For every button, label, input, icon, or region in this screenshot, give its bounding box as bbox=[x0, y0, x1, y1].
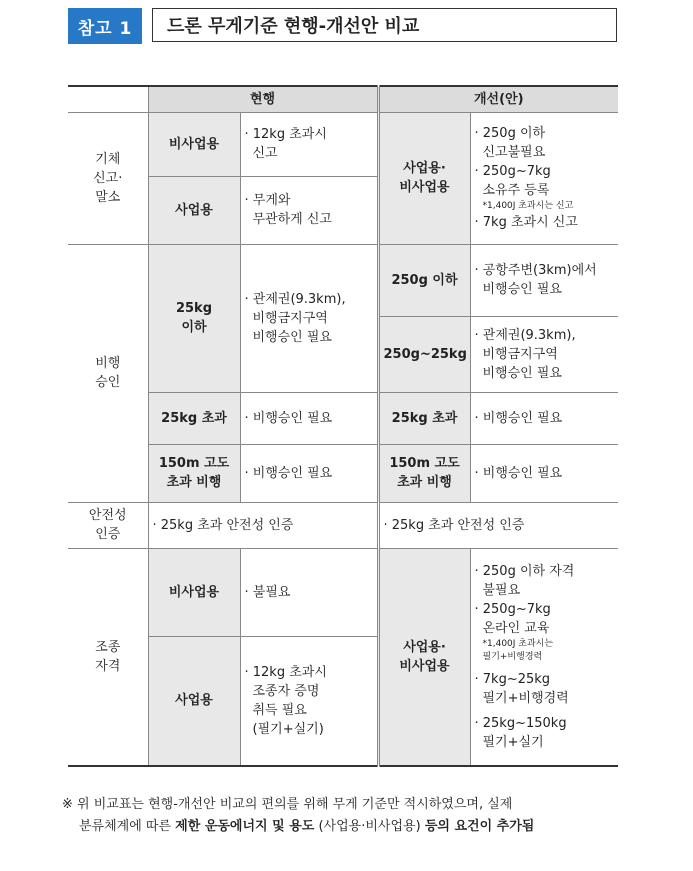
pilot-improved-detail: · 250g 이하 자격 불필요 · 250g~7kg 온라인 교육 *1,400J 초과시는 필기+비행경력 · 7kg~25kg 필기+비행경력 · 25kg~150kg 필기+실기 bbox=[470, 548, 618, 766]
footnote-line1: 위 비교표는 현행-개선안 비교의 편의를 위해 무게 기준만 적시하였으며, 실제 bbox=[77, 797, 513, 812]
flight-improved-detail-250g-25kg: · 관제권(9.3km), 비행금지구역 비행승인 필요 bbox=[470, 316, 618, 392]
reg-current-label-commercial: 사업용 bbox=[148, 176, 240, 244]
flight-current-label-150m: 150m 고도 초과 비행 bbox=[148, 444, 240, 502]
flight-current-detail-150m: · 비행승인 필요 bbox=[240, 444, 378, 502]
flight-improved-label-under250g: 250g 이하 bbox=[378, 244, 470, 316]
comparison-table bbox=[68, 85, 618, 767]
reg-current-label-noncommercial: 비사업용 bbox=[148, 112, 240, 176]
pilot-current-label-noncommercial: 비사업용 bbox=[148, 548, 240, 636]
footnote-mark: ※ bbox=[62, 797, 73, 812]
footnote-bold-requirements: 등의 요건이 추가됨 bbox=[424, 819, 535, 834]
category-flight-approval: 비행 승인 bbox=[68, 244, 148, 502]
col-header-improved: 개선(안) bbox=[378, 86, 618, 112]
footnote-bold-energy: 제한 운동에너지 및 용도 bbox=[175, 819, 315, 834]
reg-improved-detail: · 250g 이하 신고불필요 · 250g~7kg 소유주 등록 *1,400J 초과시는 신고 · 7kg 초과시 신고 bbox=[470, 112, 618, 244]
flight-current-label-under25: 25kg 이하 bbox=[148, 244, 240, 392]
flight-current-detail-under25: · 관제권(9.3km), 비행금지구역 비행승인 필요 bbox=[240, 244, 378, 392]
footnote-line2-mid: (사업용·비사업용) bbox=[318, 819, 425, 834]
category-registration: 기체 신고· 말소 bbox=[68, 112, 148, 244]
pilot-current-detail-commercial: · 12kg 초과시 조종자 증명 취득 필요 (필기+실기) bbox=[240, 636, 378, 766]
flight-current-label-over25: 25kg 초과 bbox=[148, 392, 240, 444]
col-header-current: 현행 bbox=[148, 86, 378, 112]
flight-improved-detail-150m: · 비행승인 필요 bbox=[470, 444, 618, 502]
flight-improved-label-250g-25kg: 250g~25kg bbox=[378, 316, 470, 392]
pilot-current-detail-noncommercial: · 불필요 bbox=[240, 548, 378, 636]
category-pilot: 조종 자격 bbox=[68, 548, 148, 766]
reg-current-detail-noncommercial: · 12kg 초과시 신고 bbox=[240, 112, 378, 176]
pilot-improved-label: 사업용· 비사업용 bbox=[378, 548, 470, 766]
footnote-line2-prefix: 분류체계에 따른 bbox=[79, 819, 176, 834]
flight-improved-detail-over25: · 비행승인 필요 bbox=[470, 392, 618, 444]
flight-current-detail-over25: · 비행승인 필요 bbox=[240, 392, 378, 444]
page-title: 드론 무게기준 현행-개선안 비교 bbox=[152, 8, 617, 42]
category-safety: 안전성 인증 bbox=[68, 502, 148, 548]
reg-current-detail-commercial: · 무게와 무관하게 신고 bbox=[240, 176, 378, 244]
reference-badge: 참고 1 bbox=[68, 8, 142, 44]
pilot-current-label-commercial: 사업용 bbox=[148, 636, 240, 766]
safety-current: · 25kg 초과 안전성 인증 bbox=[148, 502, 378, 548]
reg-improved-label: 사업용· 비사업용 bbox=[378, 112, 470, 244]
footnote bbox=[62, 794, 642, 838]
flight-improved-label-150m: 150m 고도 초과 비행 bbox=[378, 444, 470, 502]
safety-improved: · 25kg 초과 안전성 인증 bbox=[378, 502, 618, 548]
flight-improved-label-over25: 25kg 초과 bbox=[378, 392, 470, 444]
flight-improved-detail-under250g: · 공항주변(3km)에서 비행승인 필요 bbox=[470, 244, 618, 316]
